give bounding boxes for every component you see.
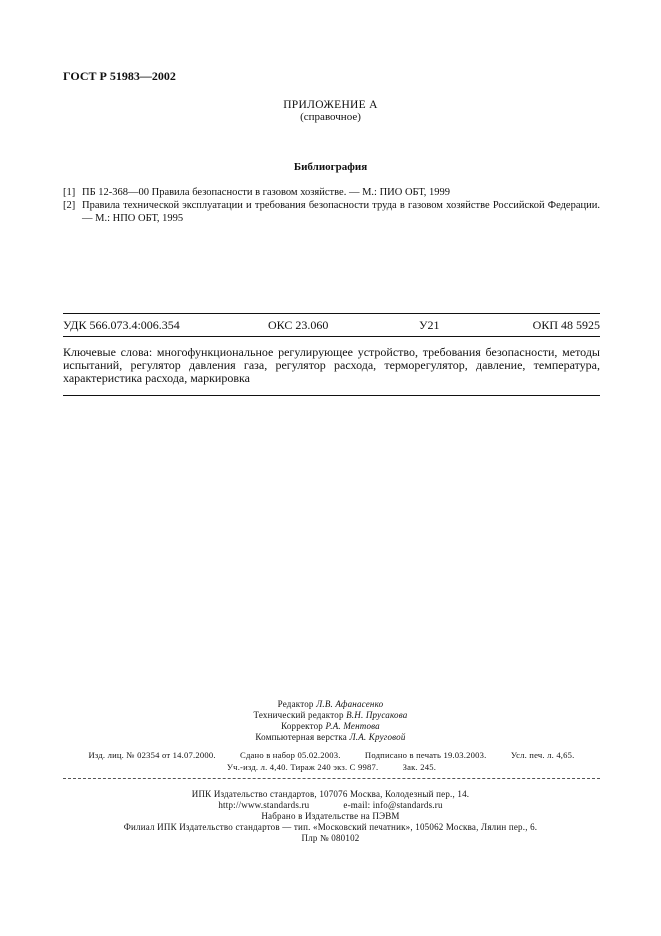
publisher-email: e-mail: info@standards.ru (343, 800, 443, 810)
submitted-info: Сдано в набор 05.02.2003. (240, 750, 341, 760)
group-code: У21 (419, 318, 440, 332)
bibliography-title: Библиография (293, 161, 368, 173)
publisher-block (0, 789, 661, 844)
printer-branch: Филиал ИПК Издательство стандартов — тип. «Московский печатник», 105062 Москва, Лялин пер., 6. (123, 822, 538, 832)
tech-editor-name: В.Н. Прусакова (346, 710, 408, 720)
document-code: ГОСТ Р 51983—2002 (63, 69, 176, 83)
layout-name: Л.А. Круговой (349, 732, 406, 742)
print-info (63, 750, 600, 773)
bibliography-item-number: [2] (63, 200, 76, 211)
publisher-website: http://www.standards.ru (218, 800, 310, 810)
oks-code: ОКС 23.060 (268, 318, 329, 332)
appendix-subtitle: (справочное) (300, 111, 361, 123)
dashed-divider (63, 778, 600, 779)
credits-block (0, 699, 661, 743)
order-info: Зак. 245. (402, 761, 437, 772)
divider-top (63, 313, 600, 314)
bibliography-item-number: [1] (63, 187, 76, 198)
corrector-name: Р.А. Ментова (325, 721, 380, 731)
sheets-info: Усл. печ. л. 4,65. (510, 750, 575, 760)
bibliography-item-text: Правила технической эксплуатации и требования безопасности труда в газовом хозяйстве Российской Федерации. — М.: НПО ОБТ, 1995 (82, 200, 600, 224)
license-info: Изд. лиц. № 02354 от 14.07.2000. (88, 750, 216, 760)
typeset-note: Набрано в Издательстве на ПЭВМ (261, 811, 400, 821)
credit-corrector: Корректор Р.А. Ментова (281, 721, 380, 731)
bibliography-item-text: ПБ 12-368—00 Правила безопасности в газовом хозяйстве. — М.: ПИО ОБТ, 1999 (82, 187, 451, 198)
run-info: Тираж 240 экз. С 9987. (290, 761, 379, 772)
credit-editor: Редактор Л.В. Афанасенко (277, 699, 384, 709)
publisher-address: ИПК Издательство стандартов, 107076 Москва, Колодезный пер., 14. (191, 789, 470, 799)
editor-name: Л.В. Афанасенко (316, 699, 384, 709)
publisher-contacts (0, 800, 661, 811)
okp-code: ОКП 48 5925 (532, 318, 600, 332)
divider-middle (63, 336, 600, 337)
credit-layout: Компьютерная верстка Л.А. Круговой (255, 732, 406, 742)
bibliography-item (63, 199, 600, 225)
divider-bottom (63, 395, 600, 396)
keywords: Ключевые слова: многофункциональное регулирующее устройство, требования безопасности, методы испытаний, регулятор давления газа, регулятор расхода, терморегулятор, давление, температура, характеристика расхода, маркировка (63, 345, 600, 385)
plr-number: Плр № 080102 (301, 833, 360, 843)
bibliography-item (63, 186, 600, 199)
bibliography-list (63, 186, 600, 225)
credit-tech-editor: Технический редактор В.Н. Прусакова (253, 710, 408, 720)
pub-sheets-info: Уч.-изд. л. 4,40. (226, 761, 288, 772)
udk-code: УДК 566.073.4:006.354 (63, 318, 180, 332)
signed-info: Подписано в печать 19.03.2003. (364, 750, 487, 760)
appendix-title: ПРИЛОЖЕНИЕ А (283, 99, 378, 111)
